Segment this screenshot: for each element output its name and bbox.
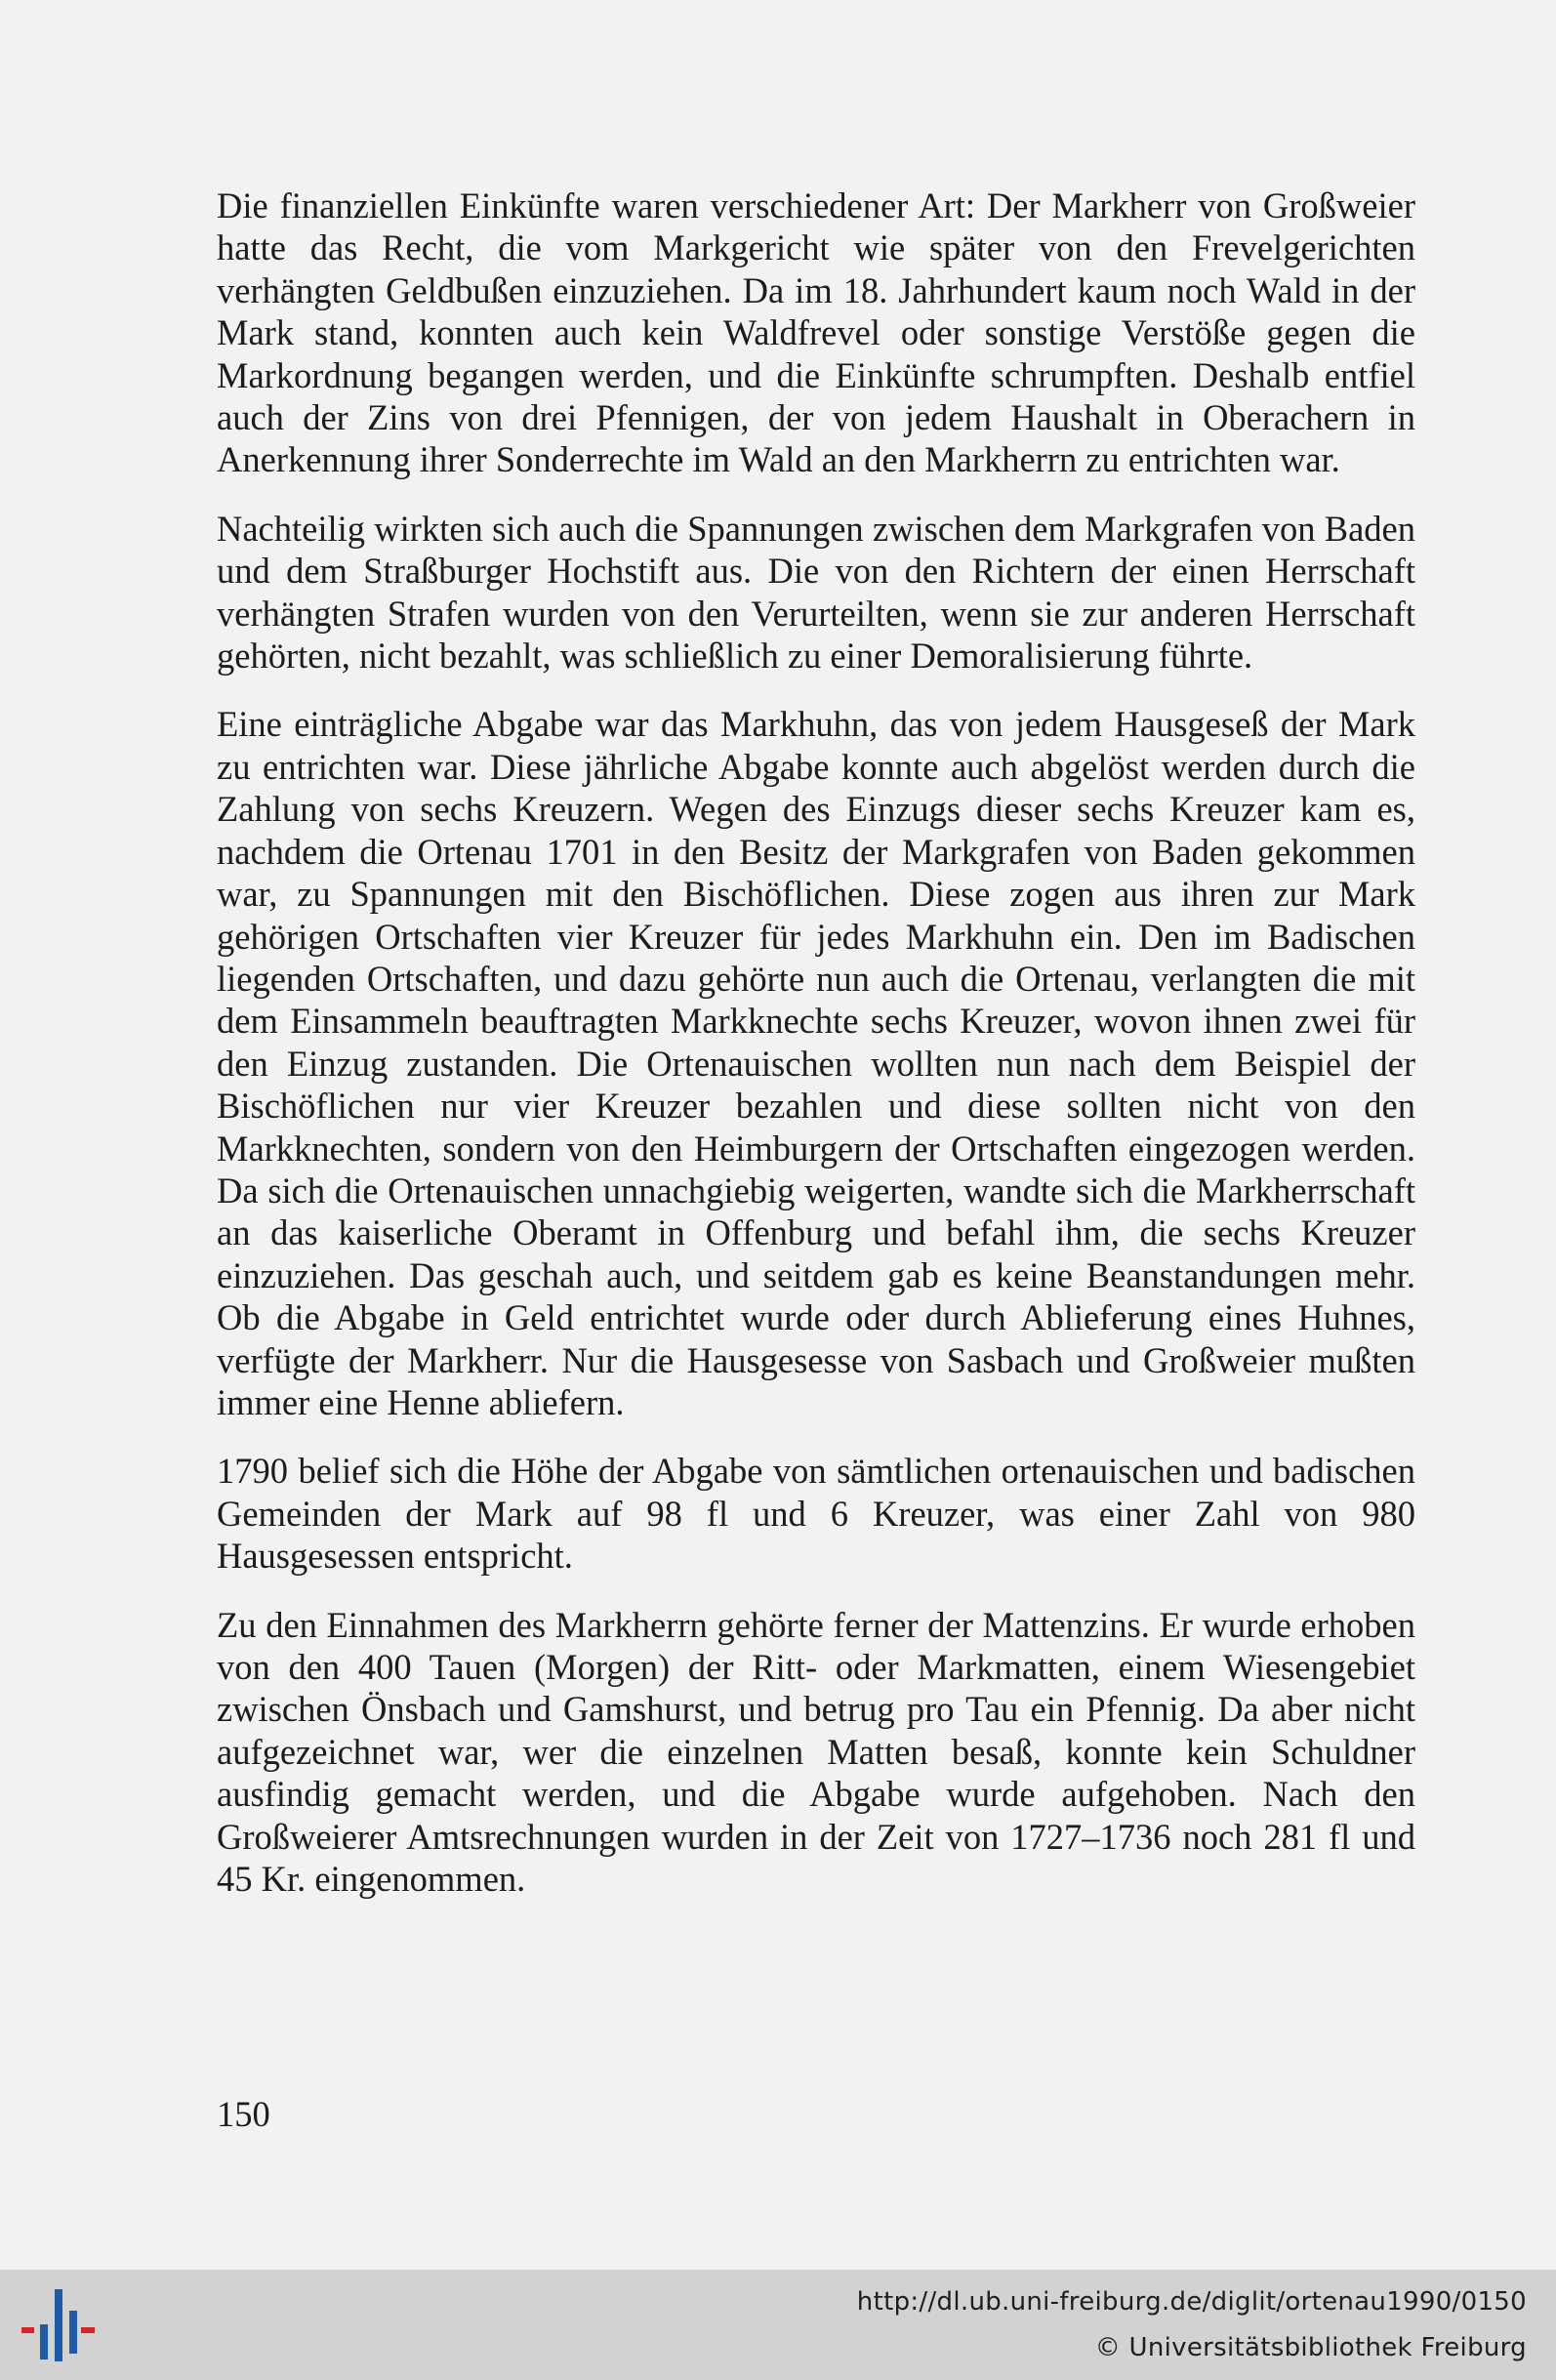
paragraph-1: Die finanziellen Einkünfte waren verschiedener Art: Der Markherr von Großweier hatte das Recht, die vom Markgericht wie später von den Frevelgerichten verhängten Geldbußen einzuziehen. Da im 18. Jahrhundert kaum noch Wald in der Mark stand, konnten auch kein Waldfrevel oder sonstige Verstöße gegen die Markordnung begangen werden, und die Einkünfte schrumpften. Deshalb entfiel auch der Zins von drei Pfennigen, der von jedem Haushalt in Oberachern in Anerkennung ihrer Sonderrechte im Wald an den Markherrn zu entrichten war. xyxy=(217,185,1415,480)
footer-bar xyxy=(0,2270,1556,2380)
copyright-text: © Universitätsbibliothek Freiburg xyxy=(1094,2333,1527,2362)
body-text xyxy=(217,185,1415,1900)
ub-freiburg-logo-icon xyxy=(20,2281,98,2369)
source-url-link[interactable]: http://dl.ub.uni-freiburg.de/diglit/ortenau1990/0150 xyxy=(856,2287,1527,2317)
page-number: 150 xyxy=(217,2094,270,2134)
paragraph-4: 1790 belief sich die Höhe der Abgabe von sämtlichen ortenauischen und badischen Gemeinden der Mark auf 98 fl und 6 Kreuzer, was einer Zahl von 980 Hausgesessen entspricht. xyxy=(217,1451,1415,1577)
paragraph-3: Eine einträgliche Abgabe war das Markhuhn, das von jedem Hausgeseß der Mark zu entrichten war. Diese jährliche Abgabe konnte auch abgelöst werden durch die Zahlung von sechs Kreuzern. Wegen des Einzugs dieser sechs Kreuzer kam es, nachdem die Ortenau 1701 in den Besitz der Markgrafen von Baden gekommen war, zu Spannungen mit den Bischöflichen. Diese zogen aus ihren zur Mark gehörigen Ortschaften vier Kreuzer für jedes Markhuhn ein. Den im Badischen liegenden Ortschaften, und dazu gehörte nun auch die Ortenau, verlangten die mit dem Einsammeln beauftragten Markknechte sechs Kreuzer, wovon ihnen zwei für den Einzug zustanden. Die Ortenauischen wollten nun nach dem Beispiel der Bischöflichen nur vier Kreuzer bezahlen und diese sollten nicht von den Markknechten, sondern von den Heimburgern der Ortschaften eingezogen werden. Da sich die Ortenauischen unnachgiebig weigerten, wandte sich die Markherrschaft an das kaiserliche Oberamt in Offenburg und befahl ihm, die sechs Kreuzer einzuziehen. Das geschah auch, und seitdem gab es keine Beanstandungen mehr. Ob die Abgabe in Geld entrichtet wurde oder durch Ablieferung eines Huhnes, verfügte der Markherr. Nur die Hausgesesse von Sasbach und Großweier mußten immer eine Henne abliefern. xyxy=(217,704,1415,1422)
paragraph-2: Nachteilig wirkten sich auch die Spannungen zwischen dem Markgrafen von Baden und dem Straßburger Hochstift aus. Die von den Richtern der einen Herrschaft verhängten Strafen wurden von den Verurteilten, wenn sie zur anderen Herrschaft gehörten, nicht bezahlt, was schließlich zu einer Demoralisierung führte. xyxy=(217,508,1415,677)
paragraph-5: Zu den Einnahmen des Markherrn gehörte ferner der Mattenzins. Er wurde erhoben von den 400 Tauen (Morgen) der Ritt- oder Markmatten, einem Wiesengebiet zwischen Önsbach und Gamshurst, und betrug pro Tau ein Pfennig. Da aber nicht aufgezeichnet war, wer die einzelnen Matten besaß, konnte kein Schuldner ausfindig gemacht werden, und die Abgabe wurde aufgehoben. Nach den Großweierer Amtsrechnungen wurden in der Zeit von 1727–1736 noch 281 fl und 45 Kr. eingenommen. xyxy=(217,1604,1415,1900)
